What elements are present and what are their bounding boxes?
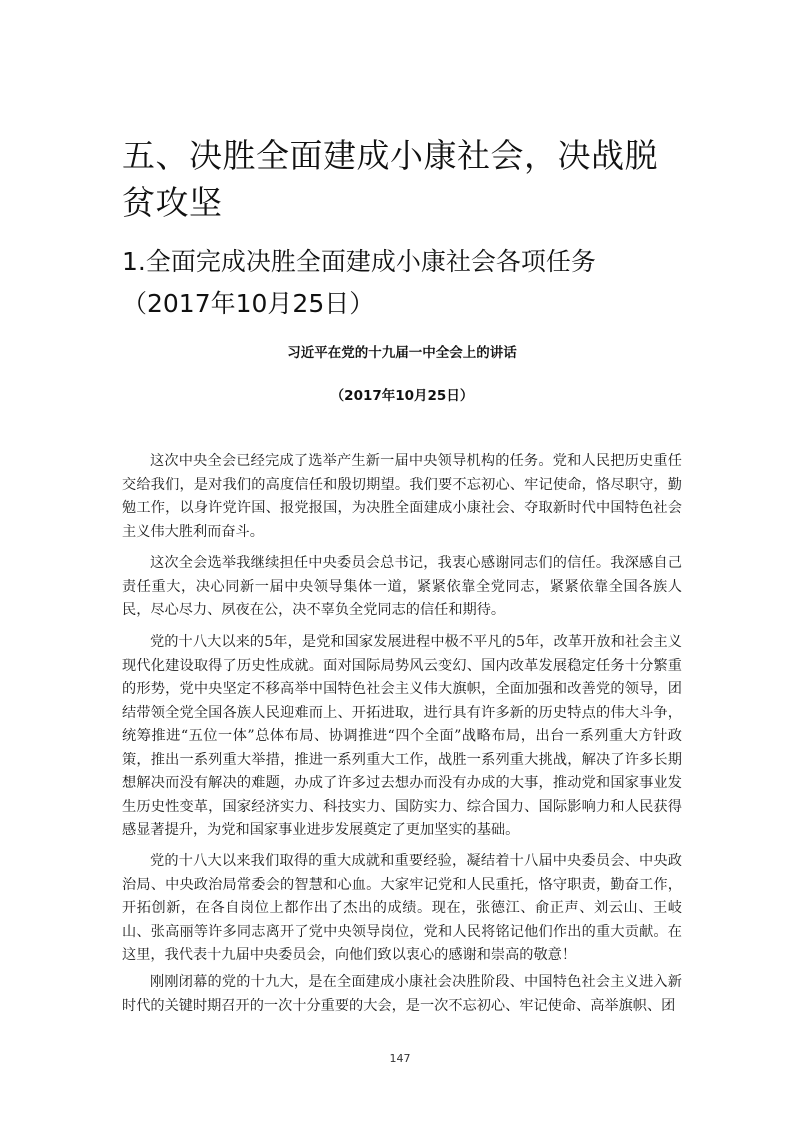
body-paragraph: 这次全会选举我继续担任中央委员会总书记，我衷心感谢同志们的信任。我深感自己责任重大，决心同新一届中央领导集体一道，紧紧依靠全党同志，紧紧依靠全国各族人民，尽心尽力、夙夜在公，决不辜负全党同志的信任和期待。 [122,555,682,618]
body-paragraph: 这次中央全会已经完成了选举产生新一届中央领导机构的任务。党和人民把历史重任交给我们，是对我们的高度信任和殷切期望。我们要不忘初心、牢记使命，恪尽职守，勤勉工作，以身许党许国、报党报国，为决胜全面建成小康社会、夺取新时代中国特色社会主义伟大胜利而奋斗。 [122,453,682,540]
body-paragraph: 党的十八大以来的5年，是党和国家发展进程中极不平凡的5年，改革开放和社会主义现代化建设取得了历史性成就。面对国际局势风云变幻、国内改革发展稳定任务十分繁重的形势，党中央坚定不移高举中国特色社会主义伟大旗帜，全面加强和改善党的领导，团结带领全党全国各族人民迎难而上、开拓进取，进行具有许多新的历史特点的伟大斗争，统筹推进“五位一体”总体布局、协调推进“四个全面”战略布局，出台一系列重大方针政策，推出一系列重大举措，推进一系列重大工作，战胜一系列重大挑战，解决了许多长期想解决而没有解决的难题，办成了许多过去想办而没有办成的大事，推动党和国家事业发生历史性变革，国家经济实力、科技实力、国防实力、综合国力、国际影响力和人民获得感显著提升，为党和国家事业进步发展奠定了更加坚实的基础。 [122,634,682,838]
body-paragraph: 刚刚闭幕的党的十九大，是在全面建成小康社会决胜阶段、中国特色社会主义进入新时代的关键时期召开的一次十分重要的大会，是一次不忘初心、牢记使命、高举旗帜、团 [122,974,682,1014]
page-number: 147 [389,1052,411,1065]
section-title: 1.全面完成决胜全面建成小康社会各项任务（2017年10月25日） [122,247,596,318]
speech-date: （2017年10月25日） [330,388,474,404]
speech-title: 习近平在党的十九届一中全会上的讲话 [287,345,517,361]
chapter-title: 五、决胜全面建成小康社会，决战脱贫攻坚 [122,136,658,222]
body-paragraph: 党的十八大以来我们取得的重大成就和重要经验，凝结着十八届中央委员会、中央政治局、中央政治局常委会的智慧和心血。大家牢记党和人民重托，恪守职责，勤奋工作，开拓创新，在各自岗位上都作出了杰出的成绩。现在，张德江、俞正声、刘云山、王岐山、张高丽等许多同志离开了党中央领导岗位，党和人民将铭记他们作出的重大贡献。在这里，我代表十九届中央委员会，向他们致以衷心的感谢和崇高的敬意！ [122,853,682,963]
